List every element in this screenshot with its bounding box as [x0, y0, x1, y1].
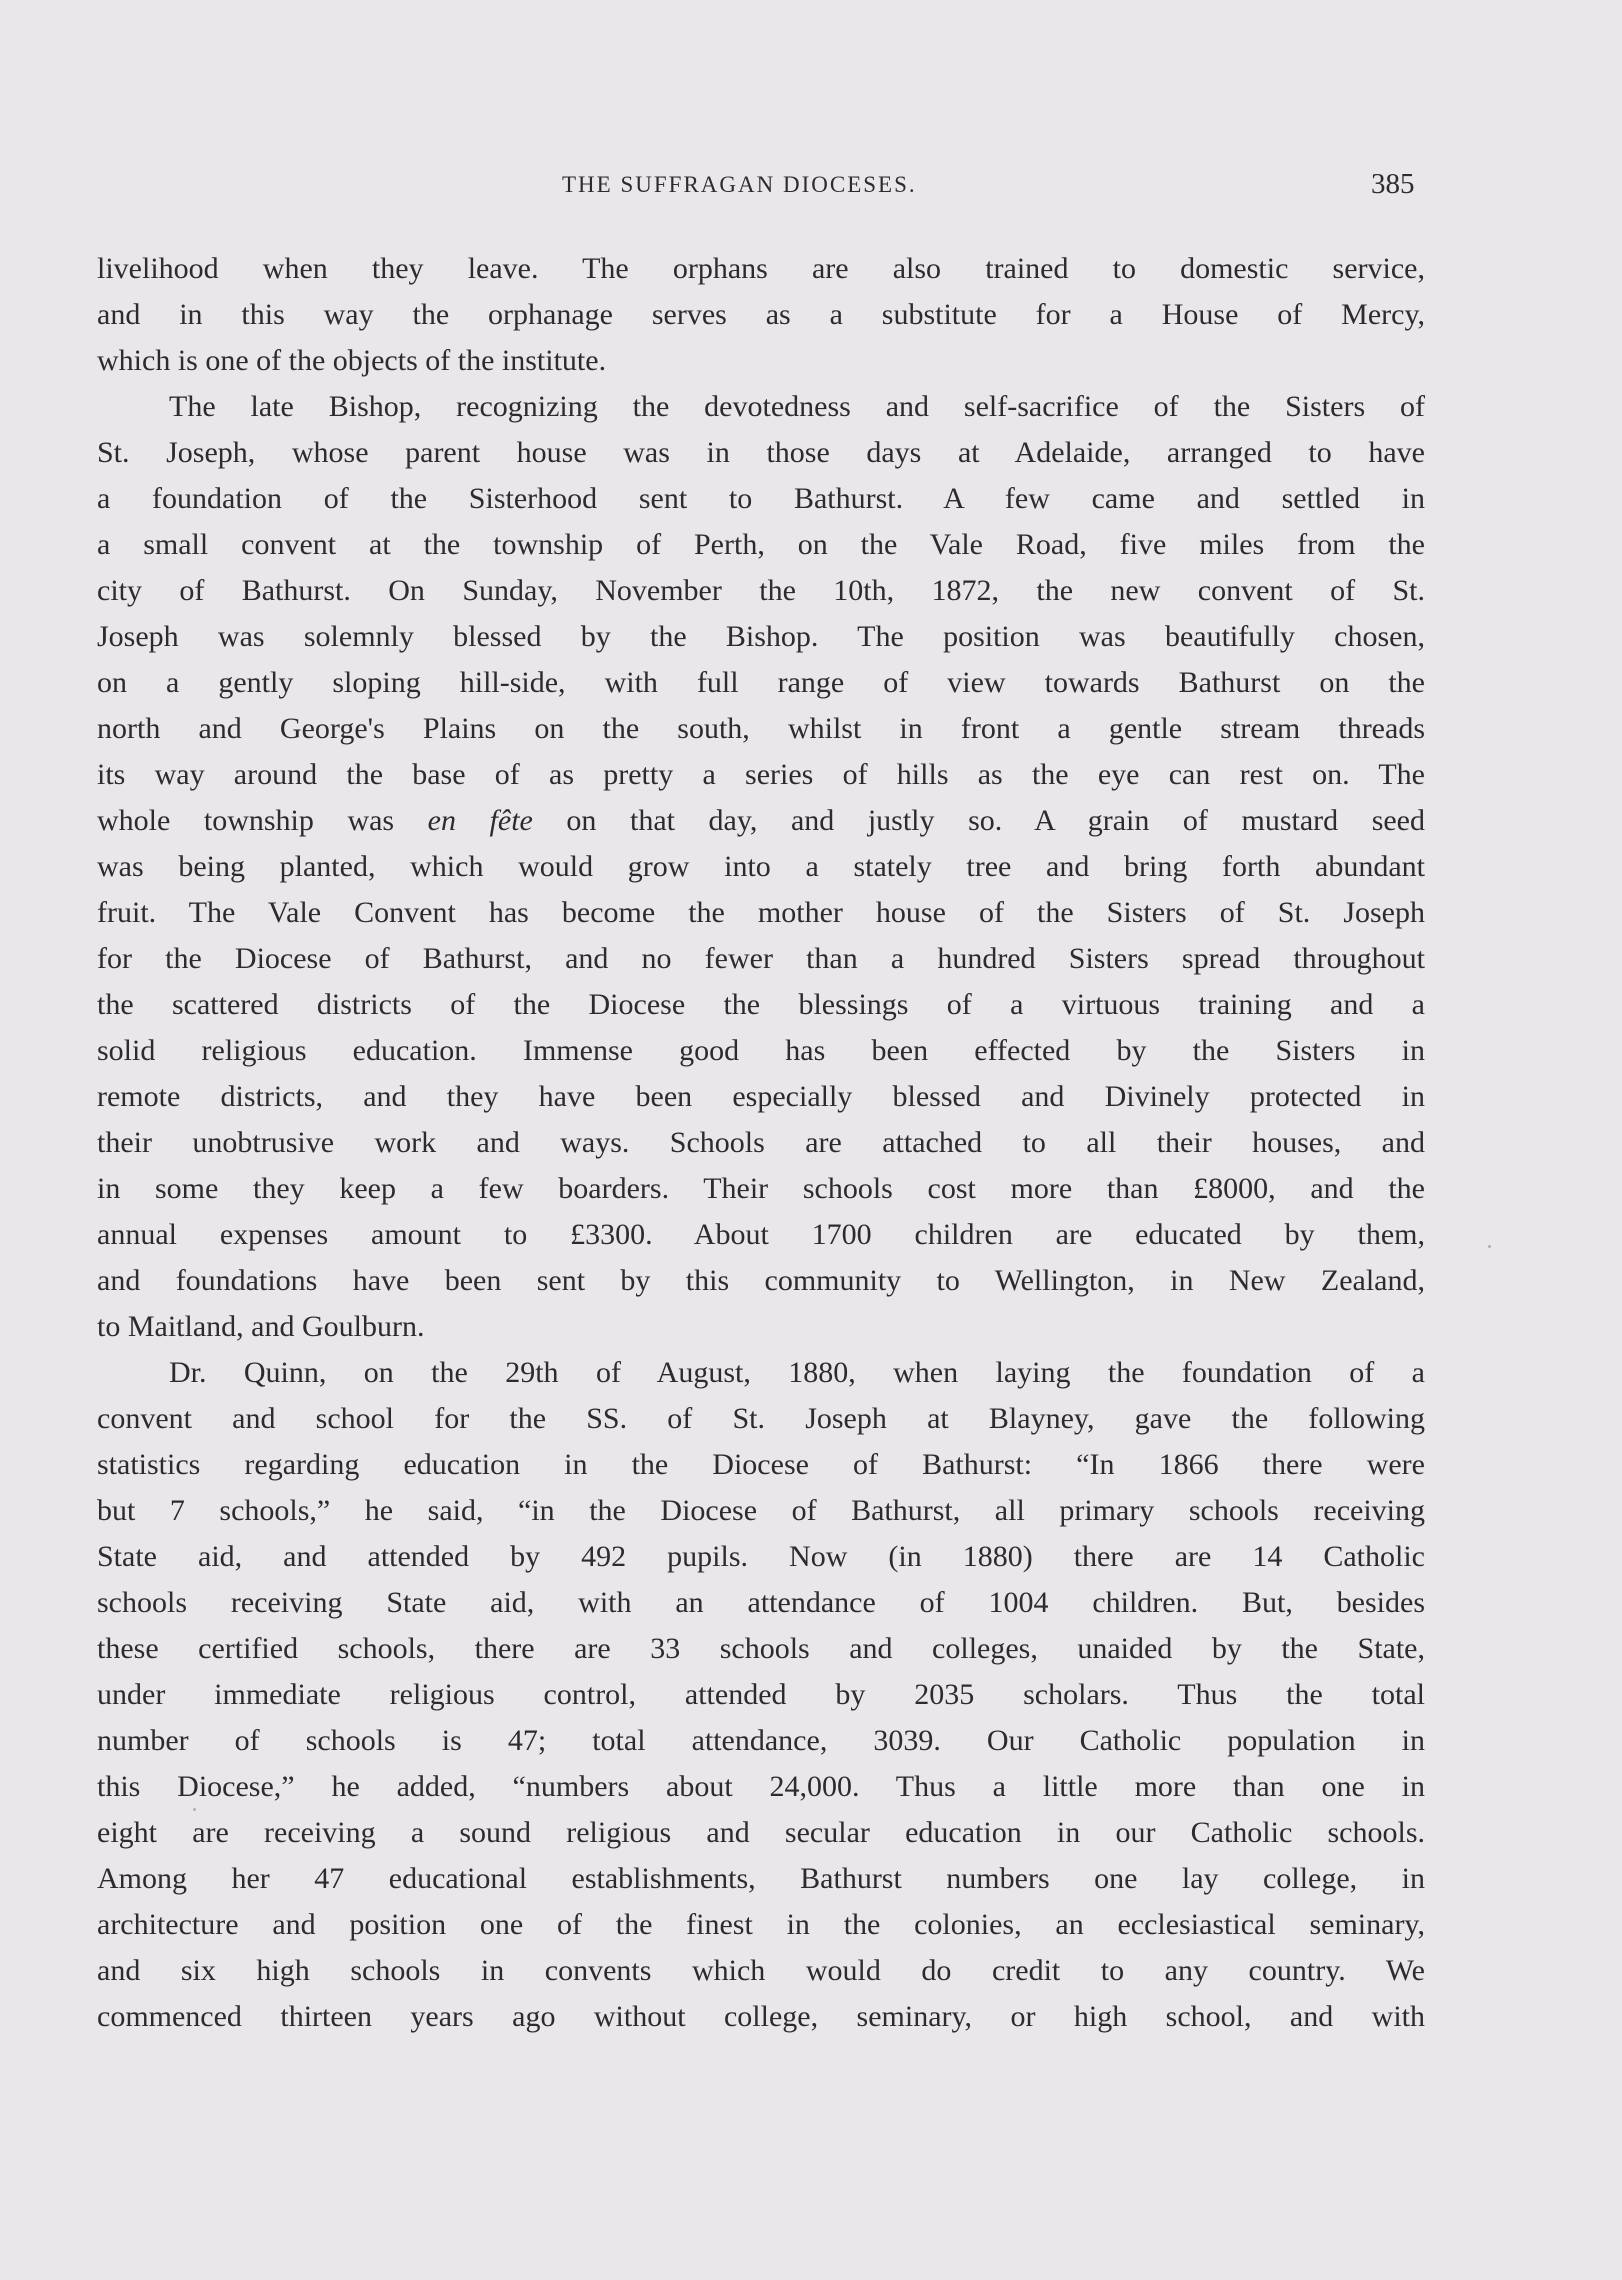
text-line: and six high schools in convents which would do credit to any country. We — [97, 1954, 1425, 1987]
text-line: on a gently sloping hill-side, with full range of view towards Bathurst on the — [97, 666, 1425, 699]
text-line: number of schools is 47; total attendance, 3039. Our Catholic population in — [97, 1724, 1425, 1757]
text-line: schools receiving State aid, with an attendance of 1004 children. But, besides — [97, 1586, 1425, 1619]
text-line: which is one of the objects of the institute. — [97, 344, 607, 377]
paper-speck — [193, 1808, 196, 1811]
text-line: a foundation of the Sisterhood sent to Bathurst. A few came and settled in — [97, 482, 1425, 515]
text-line: Joseph was solemnly blessed by the Bishop. The position was beautifully chosen, — [97, 620, 1425, 653]
text-line: St. Joseph, whose parent house was in those days at Adelaide, arranged to have — [97, 436, 1425, 469]
text-line: under immediate religious control, attended by 2035 scholars. Thus the total — [97, 1678, 1425, 1711]
text-line: fruit. The Vale Convent has become the mother house of the Sisters of St. Joseph — [97, 896, 1425, 929]
text-line: the scattered districts of the Diocese the blessings of a virtuous training and a — [97, 988, 1425, 1021]
text-line: architecture and position one of the finest in the colonies, an ecclesiastical seminary, — [97, 1908, 1425, 1941]
text-line: convent and school for the SS. of St. Joseph at Blayney, gave the following — [97, 1402, 1425, 1435]
running-title: THE SUFFRAGAN DIOCESES. — [562, 172, 917, 197]
text-line: north and George's Plains on the south, whilst in front a gentle stream threads — [97, 712, 1425, 745]
text-line: solid religious education. Immense good has been effected by the Sisters in — [97, 1034, 1425, 1067]
page-number: 385 — [1371, 168, 1415, 200]
text-line: remote districts, and they have been especially blessed and Divinely protected in — [97, 1080, 1425, 1113]
text-line: in some they keep a few boarders. Their schools cost more than £8000, and the — [97, 1172, 1425, 1205]
text-line: and in this way the orphanage serves as a substitute for a House of Mercy, — [97, 298, 1425, 331]
text-line: to Maitland, and Goulburn. — [97, 1310, 425, 1343]
text-line: statistics regarding education in the Diocese of Bathurst: “In 1866 there were — [97, 1448, 1425, 1481]
text-line: their unobtrusive work and ways. Schools are attached to all their houses, and — [97, 1126, 1425, 1159]
text-line: whole township was en fête on that day, and justly so. A grain of mustard seed — [97, 804, 1425, 837]
running-head — [0, 168, 1622, 208]
text-line: eight are receiving a sound religious and secular education in our Catholic schools. — [97, 1816, 1425, 1849]
text-line: its way around the base of as pretty a series of hills as the eye can rest on. The — [97, 758, 1425, 791]
text-line: commenced thirteen years ago without college, seminary, or high school, and with — [97, 2000, 1425, 2033]
text-line: but 7 schools,” he said, “in the Diocese of Bathurst, all primary schools receiving — [97, 1494, 1425, 1527]
text-line: and foundations have been sent by this community to Wellington, in New Zealand, — [97, 1264, 1425, 1297]
text-line: State aid, and attended by 492 pupils. Now (in 1880) there are 14 Catholic — [97, 1540, 1425, 1573]
text-line: Among her 47 educational establishments, Bathurst numbers one lay college, in — [97, 1862, 1425, 1895]
text-line: was being planted, which would grow into a stately tree and bring forth abundant — [97, 850, 1425, 883]
text-line: city of Bathurst. On Sunday, November the 10th, 1872, the new convent of St. — [97, 574, 1425, 607]
text-line: this Diocese,” he added, “numbers about 24,000. Thus a little more than one in — [97, 1770, 1425, 1803]
text-line: for the Diocese of Bathurst, and no fewer than a hundred Sisters spread throughout — [97, 942, 1425, 975]
text-line: these certified schools, there are 33 schools and colleges, unaided by the State, — [97, 1632, 1425, 1665]
body-text — [97, 246, 1425, 2040]
text-line: a small convent at the township of Perth, on the Vale Road, five miles from the — [97, 528, 1425, 561]
text-line: The late Bishop, recognizing the devotedness and self-sacrifice of the Sisters of — [169, 390, 1425, 423]
text-line: Dr. Quinn, on the 29th of August, 1880, when laying the foundation of a — [169, 1356, 1425, 1389]
text-line: annual expenses amount to £3300. About 1700 children are educated by them, — [97, 1218, 1425, 1251]
text-line: livelihood when they leave. The orphans are also trained to domestic service, — [97, 252, 1425, 285]
paper-speck — [1488, 1245, 1491, 1248]
italic-phrase: en fête — [427, 804, 533, 837]
